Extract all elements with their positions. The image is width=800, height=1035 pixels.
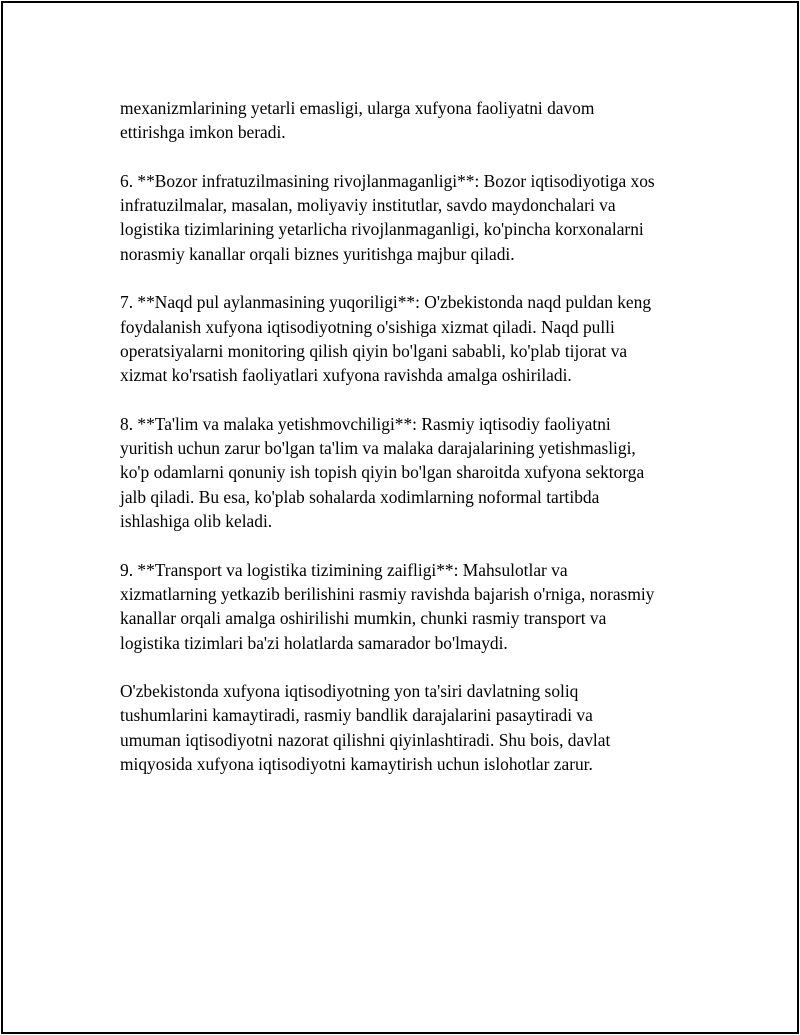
- page-border: [1, 1, 799, 1034]
- paragraph-item-8: 8. **Ta'lim va malaka yetishmovchiligi**: Rasmiy iqtisodiy faoliyatni yuritish uchun zarur bo'lgan ta'lim va malaka darajalarining yetishmasligi, ko'p odamlarni qonuniy ish topish qiyin bo'lgan sharoitda xufyona sektorga jalb qiladi. Bu esa, ko'plab sohalarda xodimlarning noformal tartibda ishlashiga olib keladi.: [120, 413, 645, 532]
- paragraph-conclusion: O'zbekistonda xufyona iqtisodiyotning yon ta'siri davlatning soliq tushumlarini kamaytiradi, rasmiy bandlik darajalarini pasaytiradi va umuman iqtisodiyotni nazorat qilishni qiyinlashtiradi. Shu bois, davlat miqyosida xufyona iqtisodiyotni kamaytirish uchun islohotlar zarur.: [120, 681, 611, 775]
- document-body: [120, 96, 700, 801]
- paragraph-item-9: 9. **Transport va logistika tizimining zaifligi**: Mahsulotlar va xizmatlarning yetkazib berilishini rasmiy ravishda bajarish o'rniga, norasmiy kanallar orqali amalga oshirilishi mumkin, chunki rasmiy transport va logistika tizimlari ba'zi holatlarda samarador bo'lmaydi.: [120, 559, 655, 653]
- paragraph-item-6: 6. **Bozor infratuzilmasining rivojlanmaganligi**: Bozor iqtisodiyotiga xos infratuzilmalar, masalan, moliyaviy institutlar, savdo maydonchalari va logistika tizimlarining yetarlicha rivojlanmaganligi, ko'pincha korxonalarni norasmiy kanallar orqali biznes yuritishga majbur qiladi.: [120, 170, 655, 264]
- paragraph-continuation: mexanizmlarining yetarli emasligi, ularga xufyona faoliyatni davom ettirishga imkon beradi.: [120, 98, 595, 143]
- paragraph-item-7: 7. **Naqd pul aylanmasining yuqoriligi**: O'zbekistonda naqd puldan keng foydalanish xufyona iqtisodiyotning o'sishiga xizmat qiladi. Naqd pulli operatsiyalarni monitoring qilish qiyin bo'lgani sababli, ko'plab tijorat va xizmat ko'rsatish faoliyatlari xufyona ravishda amalga oshiriladi.: [120, 292, 652, 386]
